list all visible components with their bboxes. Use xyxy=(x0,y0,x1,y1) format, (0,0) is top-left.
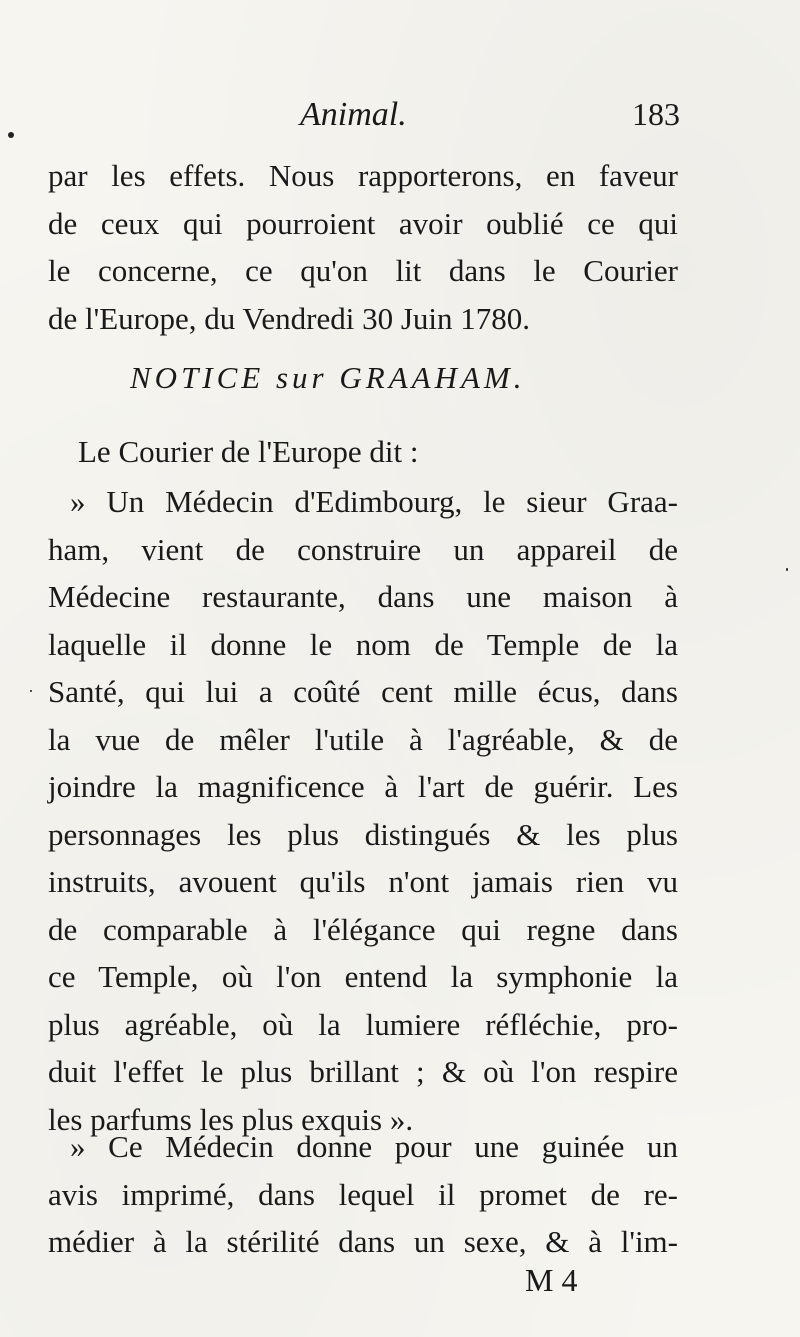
text-line: la vue de mêler l'utile à l'agréable, & de xyxy=(48,721,678,757)
signature-mark: M 4 xyxy=(525,1262,578,1298)
paragraph-1 xyxy=(48,152,678,342)
text-line: de l'Europe, du Vendredi 30 Juin 1780. xyxy=(48,300,530,336)
text-line: de ceux qui pourroient avoir oublié ce qui xyxy=(48,205,678,241)
ink-speck xyxy=(8,132,14,138)
text-line: » Un Médecin d'Edimbourg, le sieur Graa- xyxy=(70,484,678,519)
ink-speck xyxy=(786,568,788,571)
text-line: plus agréable, où la lumiere réfléchie, pro- xyxy=(48,1006,678,1042)
text-line: personnages les plus distingués & les plus xyxy=(48,816,678,852)
page-number: 183 xyxy=(632,96,680,132)
text-line: Médecine restaurante, dans une maison à xyxy=(48,579,678,614)
text-line: ce Temple, où l'on entend la symphonie la xyxy=(48,959,678,994)
page-header xyxy=(300,96,680,144)
paragraph-4 xyxy=(48,1123,678,1266)
text-line: de comparable à l'élégance qui regne dans xyxy=(48,911,678,947)
section-heading: NOTICE sur GRAAHAM. xyxy=(130,360,526,395)
text-line: par les effets. Nous rapporterons, en faveur xyxy=(48,158,678,193)
text-line: » Ce Médecin donne pour une guinée un xyxy=(70,1129,678,1164)
running-head: Animal. xyxy=(300,96,407,133)
text-line: duit l'effet le plus brillant ; & où l'on respire xyxy=(48,1054,678,1089)
text-line: joindre la magnificence à l'art de guérir. Les xyxy=(48,769,678,804)
ink-speck xyxy=(30,690,32,692)
text-line: ham, vient de construire un appareil de xyxy=(48,531,678,567)
text-line: le concerne, ce qu'on lit dans le Courier xyxy=(48,253,678,288)
paragraph-2 xyxy=(48,428,678,476)
text-line: médier à la stérilité dans un sexe, & à l'im- xyxy=(48,1224,678,1259)
text-line: avis imprimé, dans lequel il promet de re- xyxy=(48,1176,678,1212)
text-line: Le Courier de l'Europe dit : xyxy=(78,434,419,469)
text-line: Santé, qui lui a coûté cent mille écus, dans xyxy=(48,674,678,709)
text-line: laquelle il donne le nom de Temple de la xyxy=(48,626,678,662)
paragraph-3 xyxy=(48,478,678,1143)
text-line: les parfums les plus exquis ». xyxy=(48,1101,414,1137)
text-line: instruits, avouent qu'ils n'ont jamais rien vu xyxy=(48,864,678,899)
